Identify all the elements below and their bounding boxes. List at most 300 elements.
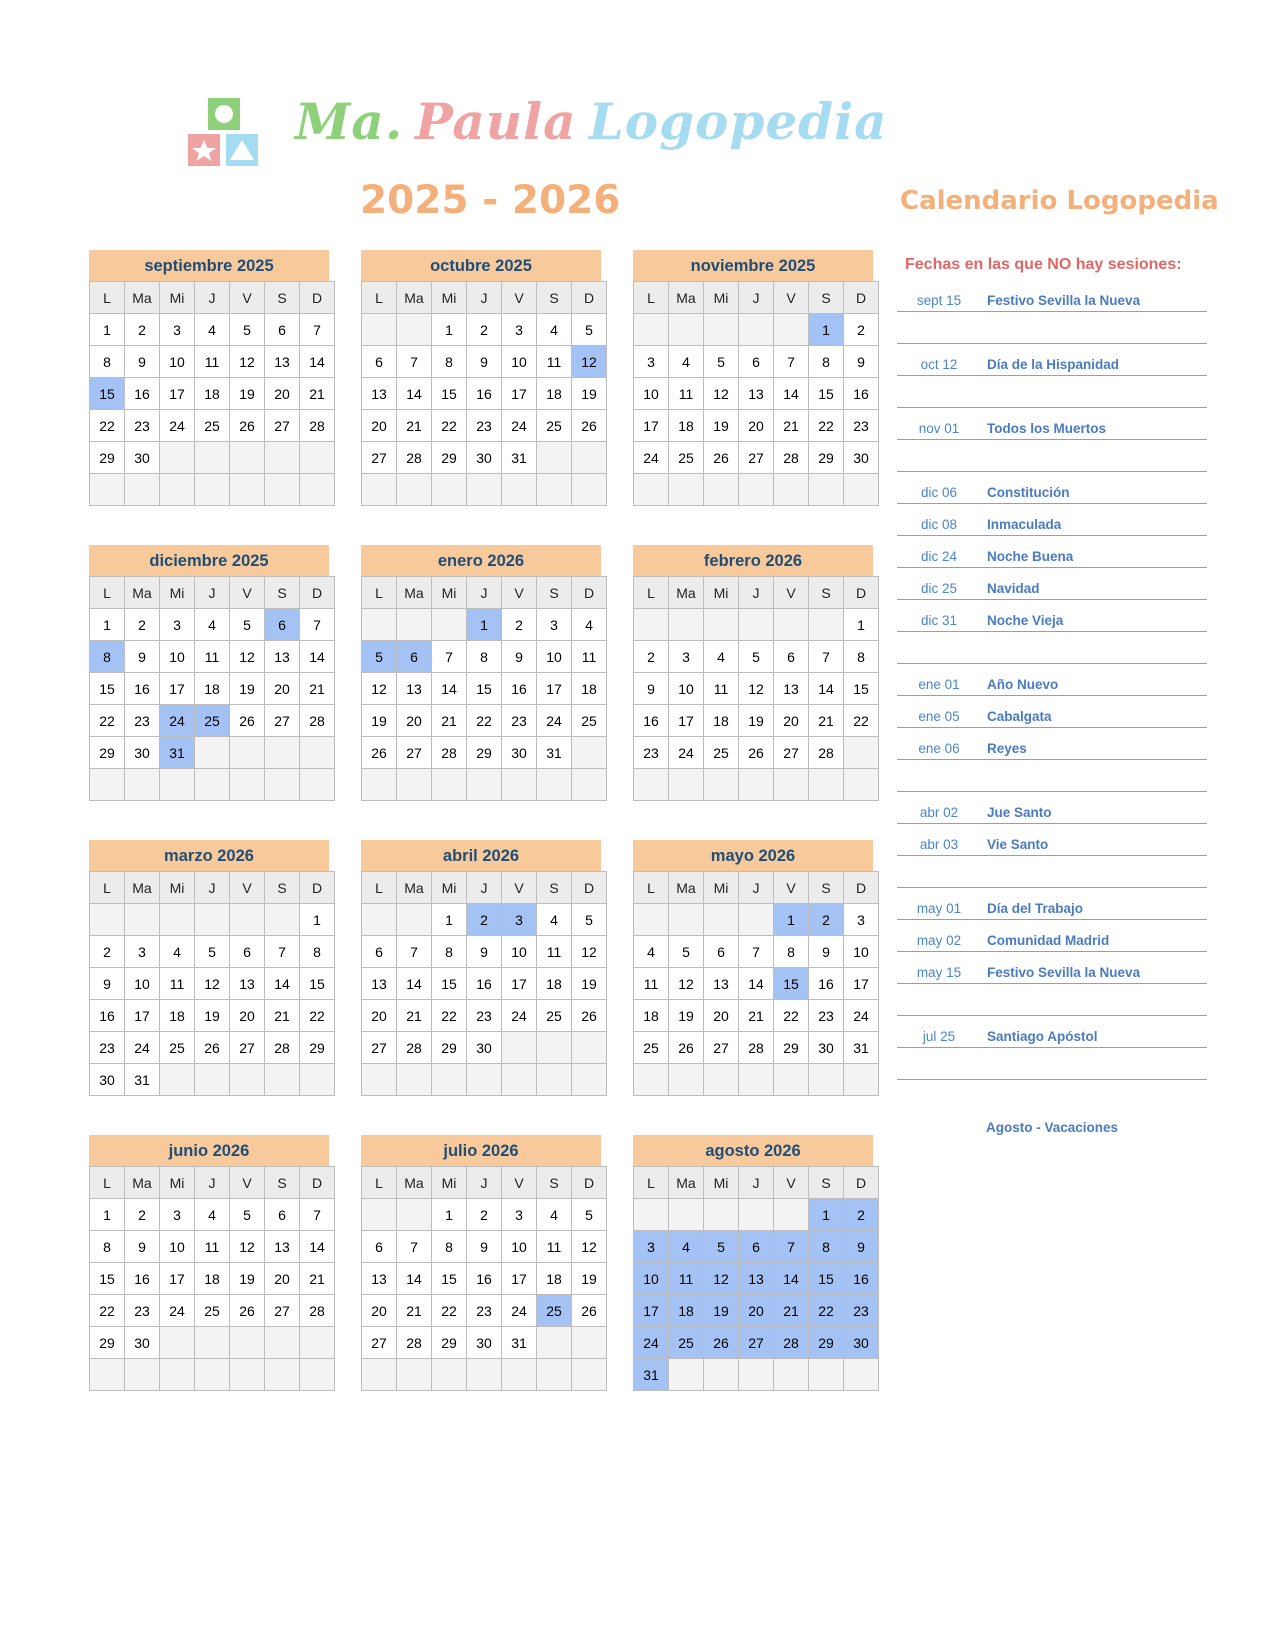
weekday-label: V xyxy=(502,1167,537,1199)
day-cell: 16 xyxy=(467,378,502,410)
empty-cell xyxy=(774,769,809,801)
holiday-name: Santiago Apóstol xyxy=(987,1029,1098,1044)
empty-cell xyxy=(704,474,739,506)
holiday-name: Inmaculada xyxy=(987,517,1062,532)
week-row xyxy=(90,314,335,346)
weekday-label: Ma xyxy=(125,282,160,314)
empty-cell xyxy=(195,904,230,936)
empty-cell xyxy=(300,1064,335,1096)
week-row xyxy=(634,705,879,737)
empty-cell xyxy=(704,1064,739,1096)
day-cell: 2 xyxy=(125,609,160,641)
day-cell: 3 xyxy=(502,314,537,346)
day-cell: 8 xyxy=(90,346,125,378)
day-cell: 9 xyxy=(125,641,160,673)
day-cell: 7 xyxy=(300,609,335,641)
day-cell-no-session: 2 xyxy=(844,1199,879,1231)
holiday-date: may 15 xyxy=(916,965,962,980)
holiday-row xyxy=(897,600,1207,632)
day-cell: 23 xyxy=(809,1000,844,1032)
day-cell: 31 xyxy=(844,1032,879,1064)
empty-cell xyxy=(230,1327,265,1359)
day-cell: 8 xyxy=(90,1231,125,1263)
day-cell: 2 xyxy=(467,1199,502,1231)
day-cell: 2 xyxy=(90,936,125,968)
day-cell: 11 xyxy=(195,1231,230,1263)
holiday-name: Vie Santo xyxy=(987,837,1049,852)
weekday-label: Ma xyxy=(125,577,160,609)
holiday-name: Festivo Sevilla la Nueva xyxy=(987,293,1141,308)
day-cell: 25 xyxy=(160,1032,195,1064)
day-cell: 20 xyxy=(230,1000,265,1032)
holiday-name: Constitución xyxy=(987,485,1070,500)
week-row xyxy=(90,673,335,705)
weekday-label: D xyxy=(844,1167,879,1199)
month-grid xyxy=(89,871,335,1096)
weekday-label: Mi xyxy=(160,577,195,609)
day-cell: 18 xyxy=(634,1000,669,1032)
day-cell: 2 xyxy=(502,609,537,641)
day-cell: 23 xyxy=(125,1295,160,1327)
day-cell: 16 xyxy=(809,968,844,1000)
weekday-label: Ma xyxy=(397,577,432,609)
weekday-label: Ma xyxy=(125,872,160,904)
day-cell: 7 xyxy=(265,936,300,968)
empty-cell xyxy=(265,1359,300,1391)
empty-cell xyxy=(669,1199,704,1231)
week-row xyxy=(362,936,607,968)
day-cell: 6 xyxy=(265,1199,300,1231)
week-row xyxy=(634,769,879,801)
day-cell: 12 xyxy=(572,936,607,968)
day-cell: 2 xyxy=(844,314,879,346)
week-row xyxy=(362,769,607,801)
empty-cell xyxy=(537,442,572,474)
holiday-row xyxy=(897,888,1207,920)
empty-cell xyxy=(160,904,195,936)
weekday-label: S xyxy=(809,872,844,904)
weekday-label: L xyxy=(90,1167,125,1199)
week-row xyxy=(362,673,607,705)
weekday-label: Mi xyxy=(432,282,467,314)
empty-cell xyxy=(362,314,397,346)
empty-cell xyxy=(704,609,739,641)
holiday-row-blank xyxy=(897,312,1207,344)
weekday-label: S xyxy=(537,872,572,904)
empty-cell xyxy=(844,769,879,801)
empty-cell xyxy=(160,474,195,506)
weekday-label: S xyxy=(537,577,572,609)
day-cell: 27 xyxy=(739,442,774,474)
holiday-name: Noche Buena xyxy=(987,549,1074,564)
month-grid xyxy=(89,1166,335,1391)
day-cell: 13 xyxy=(265,1231,300,1263)
empty-cell xyxy=(634,609,669,641)
week-row xyxy=(90,1295,335,1327)
empty-cell xyxy=(397,1064,432,1096)
day-cell: 28 xyxy=(300,705,335,737)
day-cell: 6 xyxy=(265,314,300,346)
day-cell: 18 xyxy=(537,968,572,1000)
day-cell: 20 xyxy=(362,1295,397,1327)
day-cell-no-session: 8 xyxy=(90,641,125,673)
day-cell: 24 xyxy=(502,410,537,442)
day-cell: 22 xyxy=(809,410,844,442)
holiday-name: Festivo Sevilla la Nueva xyxy=(987,965,1141,980)
day-cell: 3 xyxy=(634,346,669,378)
day-cell: 8 xyxy=(809,346,844,378)
day-cell: 3 xyxy=(125,936,160,968)
day-cell: 17 xyxy=(844,968,879,1000)
empty-cell xyxy=(90,474,125,506)
empty-cell xyxy=(572,474,607,506)
day-cell: 27 xyxy=(397,737,432,769)
day-cell-no-session: 25 xyxy=(537,1295,572,1327)
day-cell: 23 xyxy=(125,410,160,442)
empty-cell xyxy=(467,1359,502,1391)
holiday-date: dic 06 xyxy=(920,485,958,500)
empty-cell xyxy=(432,769,467,801)
day-cell: 5 xyxy=(230,609,265,641)
weekday-label: D xyxy=(844,577,879,609)
day-cell: 28 xyxy=(809,737,844,769)
day-cell: 21 xyxy=(432,705,467,737)
day-cell-no-session: 23 xyxy=(844,1295,879,1327)
holiday-date: ene 05 xyxy=(918,709,960,724)
weekday-label: V xyxy=(502,282,537,314)
empty-cell xyxy=(634,474,669,506)
empty-cell xyxy=(90,904,125,936)
day-cell: 28 xyxy=(397,442,432,474)
day-cell: 16 xyxy=(125,378,160,410)
day-cell: 30 xyxy=(90,1064,125,1096)
weekday-label: J xyxy=(739,282,774,314)
empty-cell xyxy=(300,1327,335,1359)
weekday-label: L xyxy=(634,577,669,609)
day-cell: 26 xyxy=(230,410,265,442)
day-cell: 26 xyxy=(572,410,607,442)
week-row xyxy=(90,346,335,378)
day-cell: 22 xyxy=(467,705,502,737)
day-cell-no-session: 25 xyxy=(669,1327,704,1359)
empty-cell xyxy=(362,474,397,506)
empty-cell xyxy=(537,1359,572,1391)
day-cell: 7 xyxy=(300,1199,335,1231)
month-grid xyxy=(361,871,607,1096)
day-cell: 10 xyxy=(844,936,879,968)
day-cell: 7 xyxy=(774,346,809,378)
day-cell: 26 xyxy=(669,1032,704,1064)
week-row xyxy=(634,1032,879,1064)
weekday-label: V xyxy=(774,577,809,609)
day-cell: 24 xyxy=(669,737,704,769)
weekday-label: J xyxy=(467,577,502,609)
holiday-row-blank xyxy=(897,856,1207,888)
weekday-label: V xyxy=(502,577,537,609)
weekday-label: Ma xyxy=(397,1167,432,1199)
day-cell: 18 xyxy=(537,1263,572,1295)
empty-cell xyxy=(844,1064,879,1096)
empty-cell xyxy=(739,609,774,641)
day-cell: 14 xyxy=(739,968,774,1000)
empty-cell xyxy=(809,1064,844,1096)
empty-cell xyxy=(397,769,432,801)
day-cell: 11 xyxy=(669,378,704,410)
holiday-row xyxy=(897,664,1207,696)
weekday-label: D xyxy=(844,282,879,314)
week-row xyxy=(634,968,879,1000)
day-cell: 21 xyxy=(774,410,809,442)
holiday-row-blank xyxy=(897,1048,1207,1080)
day-cell: 22 xyxy=(90,705,125,737)
day-cell: 30 xyxy=(467,1032,502,1064)
day-cell: 22 xyxy=(774,1000,809,1032)
day-cell: 3 xyxy=(669,641,704,673)
day-cell: 3 xyxy=(160,1199,195,1231)
day-cell-no-session: 24 xyxy=(160,705,195,737)
month-calendar xyxy=(361,250,601,506)
day-cell-no-session: 2 xyxy=(809,904,844,936)
holiday-date: ene 01 xyxy=(918,677,960,692)
empty-cell xyxy=(739,1199,774,1231)
day-cell: 20 xyxy=(397,705,432,737)
empty-cell xyxy=(844,1359,879,1391)
day-cell: 10 xyxy=(634,378,669,410)
week-row xyxy=(634,474,879,506)
day-cell: 1 xyxy=(844,609,879,641)
empty-cell xyxy=(397,1199,432,1231)
day-cell: 19 xyxy=(230,378,265,410)
weekday-label: D xyxy=(300,577,335,609)
week-row xyxy=(362,904,607,936)
week-row xyxy=(634,1327,879,1359)
day-cell: 26 xyxy=(739,737,774,769)
day-cell-no-session: 21 xyxy=(774,1295,809,1327)
day-cell: 4 xyxy=(669,346,704,378)
day-cell: 13 xyxy=(265,641,300,673)
holiday-row xyxy=(897,696,1207,728)
empty-cell xyxy=(230,769,265,801)
weekday-label: L xyxy=(90,282,125,314)
holiday-date: abr 02 xyxy=(919,805,959,820)
day-cell-no-session: 4 xyxy=(669,1231,704,1263)
weekday-label: Mi xyxy=(160,872,195,904)
day-cell: 16 xyxy=(467,968,502,1000)
day-cell: 3 xyxy=(537,609,572,641)
empty-cell xyxy=(704,769,739,801)
month-grid xyxy=(633,1166,879,1391)
weekday-label: D xyxy=(572,282,607,314)
month-calendar xyxy=(89,250,329,506)
empty-cell xyxy=(125,904,160,936)
day-cell: 6 xyxy=(230,936,265,968)
weekday-label: J xyxy=(195,282,230,314)
holiday-name: Día del Trabajo xyxy=(987,901,1084,916)
day-cell: 27 xyxy=(362,1327,397,1359)
month-title: febrero 2026 xyxy=(633,545,873,576)
day-cell: 30 xyxy=(125,442,160,474)
empty-cell xyxy=(774,609,809,641)
day-cell: 18 xyxy=(537,378,572,410)
day-cell: 7 xyxy=(397,346,432,378)
empty-cell xyxy=(572,769,607,801)
day-cell: 10 xyxy=(502,936,537,968)
weekday-label: L xyxy=(90,577,125,609)
empty-cell xyxy=(502,1032,537,1064)
day-cell: 17 xyxy=(160,378,195,410)
day-cell: 15 xyxy=(90,673,125,705)
day-cell: 10 xyxy=(160,641,195,673)
empty-cell xyxy=(844,737,879,769)
empty-cell xyxy=(362,1199,397,1231)
empty-cell xyxy=(669,314,704,346)
day-cell-no-session: 31 xyxy=(160,737,195,769)
sidebar-title: Fechas en las que NO hay sesiones: xyxy=(905,256,1182,273)
day-cell: 1 xyxy=(432,1199,467,1231)
day-cell: 18 xyxy=(669,410,704,442)
weekday-label: Mi xyxy=(704,282,739,314)
day-cell: 5 xyxy=(669,936,704,968)
empty-cell xyxy=(160,1064,195,1096)
day-cell: 8 xyxy=(300,936,335,968)
month-calendar xyxy=(361,545,601,801)
empty-cell xyxy=(265,442,300,474)
day-cell: 27 xyxy=(230,1032,265,1064)
empty-cell xyxy=(230,1359,265,1391)
empty-cell xyxy=(230,904,265,936)
day-cell: 9 xyxy=(467,936,502,968)
week-row xyxy=(90,936,335,968)
day-cell: 14 xyxy=(432,673,467,705)
day-cell: 30 xyxy=(809,1032,844,1064)
empty-cell xyxy=(572,737,607,769)
day-cell: 15 xyxy=(432,1263,467,1295)
day-cell: 21 xyxy=(300,1263,335,1295)
empty-cell xyxy=(397,314,432,346)
day-cell-no-session: 13 xyxy=(739,1263,774,1295)
day-cell-no-session: 15 xyxy=(809,1263,844,1295)
holiday-row xyxy=(897,920,1207,952)
empty-cell xyxy=(809,769,844,801)
day-cell-no-session: 12 xyxy=(572,346,607,378)
empty-cell xyxy=(125,474,160,506)
weekday-header-row xyxy=(634,577,879,609)
day-cell-no-session: 27 xyxy=(739,1327,774,1359)
day-cell: 14 xyxy=(397,378,432,410)
day-cell-no-session: 2 xyxy=(467,904,502,936)
weekday-header-row xyxy=(634,872,879,904)
week-row xyxy=(90,474,335,506)
day-cell: 24 xyxy=(125,1032,160,1064)
day-cell: 22 xyxy=(432,1000,467,1032)
weekday-label: Ma xyxy=(397,872,432,904)
day-cell: 27 xyxy=(265,705,300,737)
day-cell: 27 xyxy=(774,737,809,769)
month-grid xyxy=(361,1166,607,1391)
holiday-date: abr 03 xyxy=(919,837,959,852)
day-cell: 9 xyxy=(809,936,844,968)
day-cell: 28 xyxy=(265,1032,300,1064)
day-cell: 1 xyxy=(90,609,125,641)
day-cell: 4 xyxy=(634,936,669,968)
week-row xyxy=(90,1263,335,1295)
weekday-label: S xyxy=(265,872,300,904)
day-cell: 13 xyxy=(265,346,300,378)
day-cell: 13 xyxy=(230,968,265,1000)
weekday-label: Mi xyxy=(160,1167,195,1199)
day-cell: 19 xyxy=(739,705,774,737)
day-cell: 14 xyxy=(300,346,335,378)
weekday-header-row xyxy=(90,872,335,904)
day-cell-no-session: 31 xyxy=(634,1359,669,1391)
day-cell: 10 xyxy=(502,346,537,378)
day-cell: 19 xyxy=(572,1263,607,1295)
day-cell: 23 xyxy=(844,410,879,442)
day-cell-no-session: 11 xyxy=(669,1263,704,1295)
holiday-date: nov 01 xyxy=(918,421,960,436)
month-title: junio 2026 xyxy=(89,1135,329,1166)
weekday-label: Ma xyxy=(669,872,704,904)
holiday-name: Comunidad Madrid xyxy=(987,933,1110,948)
week-row xyxy=(362,1231,607,1263)
empty-cell xyxy=(230,737,265,769)
day-cell: 2 xyxy=(467,314,502,346)
day-cell: 13 xyxy=(397,673,432,705)
empty-cell xyxy=(90,769,125,801)
brand-part-paula: Paula xyxy=(415,92,577,151)
day-cell: 21 xyxy=(739,1000,774,1032)
weekday-label: D xyxy=(572,577,607,609)
month-grid xyxy=(633,281,879,506)
empty-cell xyxy=(362,1064,397,1096)
week-row xyxy=(362,641,607,673)
day-cell: 17 xyxy=(125,1000,160,1032)
empty-cell xyxy=(300,769,335,801)
empty-cell xyxy=(739,1359,774,1391)
weekday-label: Ma xyxy=(669,577,704,609)
day-cell: 11 xyxy=(634,968,669,1000)
empty-cell xyxy=(362,609,397,641)
empty-cell xyxy=(809,609,844,641)
day-cell: 19 xyxy=(572,968,607,1000)
day-cell: 25 xyxy=(195,410,230,442)
holiday-name: Noche Vieja xyxy=(987,613,1064,628)
weekday-label: J xyxy=(739,872,774,904)
month-title: abril 2026 xyxy=(361,840,601,871)
empty-cell xyxy=(432,1359,467,1391)
day-cell: 14 xyxy=(265,968,300,1000)
day-cell: 15 xyxy=(467,673,502,705)
day-cell: 11 xyxy=(537,936,572,968)
week-row xyxy=(90,1327,335,1359)
day-cell: 6 xyxy=(362,936,397,968)
day-cell: 8 xyxy=(774,936,809,968)
weekday-label: Mi xyxy=(160,282,195,314)
day-cell: 13 xyxy=(704,968,739,1000)
empty-cell xyxy=(160,442,195,474)
day-cell: 4 xyxy=(160,936,195,968)
holiday-row xyxy=(897,344,1207,376)
month-title: marzo 2026 xyxy=(89,840,329,871)
holiday-date: jul 25 xyxy=(922,1029,956,1044)
empty-cell xyxy=(397,609,432,641)
day-cell: 17 xyxy=(160,1263,195,1295)
day-cell-no-session: 1 xyxy=(809,1199,844,1231)
day-cell: 29 xyxy=(432,1327,467,1359)
week-row xyxy=(362,1199,607,1231)
week-row xyxy=(90,769,335,801)
empty-cell xyxy=(265,1064,300,1096)
